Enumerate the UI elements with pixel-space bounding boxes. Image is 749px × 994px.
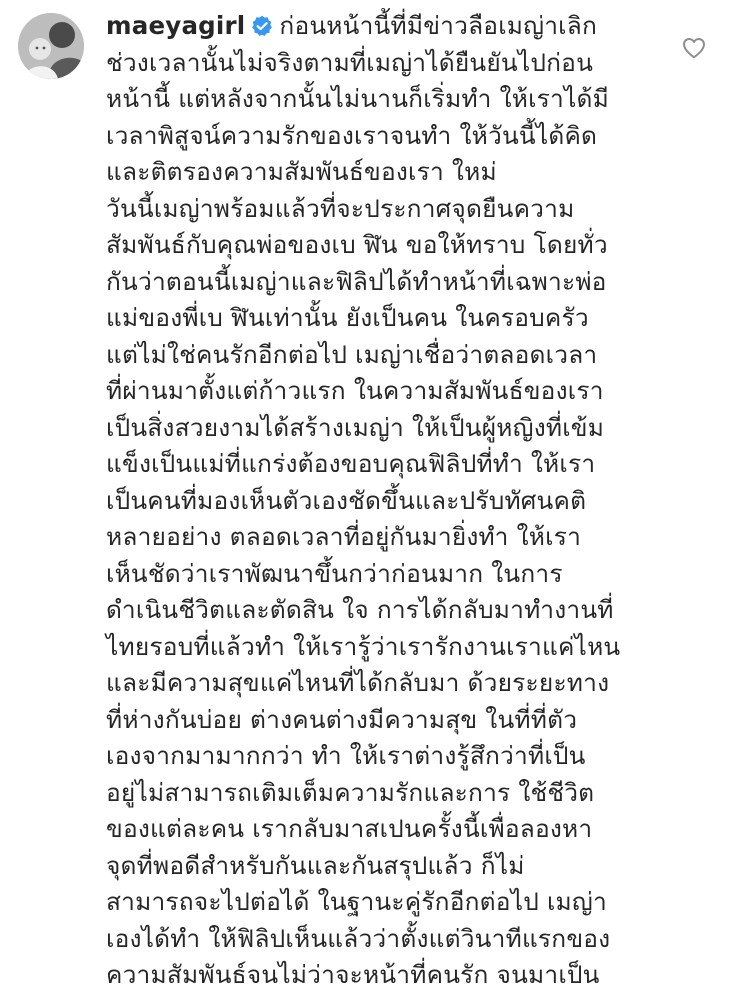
comment-line: และติตรองความสัมพันธ์ของเรา ใหม่ (106, 157, 497, 186)
comment-line: สัมพันธ์กับคุณพ่อของเบ ฬิน ขอให้ทราบ โดยทั่ว (106, 230, 608, 259)
avatar[interactable] (18, 13, 84, 79)
comment-line: และมีความสุขแค่ไหนที่ได้กลับมา ด้วยระยะทาง (106, 668, 610, 697)
comment-line: ไทยรอบที่แล้วทำ ให้เรารู้ว่าเรารักงานเราแค่ไหน (106, 631, 621, 661)
comment-line: หลายอย่าง ตลอดเวลาที่อยู่กันมายิ่งทำ ให้เรา (106, 522, 582, 551)
comment-line-text: ก่อนหน้านี้ที่มีข่าวลือเมญ่าเลิก (279, 11, 597, 40)
comment-line: ที่ห่างกันบ่อย ต่างคนต่างมีความสุข ในที่ที่ตัว (106, 704, 578, 734)
comment-line: เองได้ทำ ให้ฟิลิปเห็นแล้วว่าตั้งแต่วินาทีแรกของ (106, 923, 611, 953)
comment-line: แต่ไม่ใช่คนรักอีกต่อไป เมญ่าเชื่อว่าตลอดเวลา (106, 339, 598, 369)
comment-line: แข็งเป็นแม่ที่แกร่งต้องขอบคุณฟิลิปที่ทำ ให้เรา (106, 449, 596, 478)
comment-line: จุดที่พอดีสำหรับกันและกันสรุปแล้ว ก็ไม่ (106, 850, 525, 880)
comment-line: วันนี้เมญ่าพร้อมแล้วที่จะประกาศจุดยืนความ (106, 193, 575, 223)
username-link[interactable]: maeyagirl (106, 11, 246, 40)
comment-line: ความสัมพันธ์จนไม่ว่าจะหน้าที่คนรัก จนมาเป็น (106, 960, 600, 989)
comment-line: ของแต่ละคน เรากลับมาสเปนครั้งนี้เพื่อลองหา (106, 814, 593, 843)
comment-line: เวลาพิสูจน์ความรักของเราจนทำ ให้วันนี้ได้คิด (106, 120, 598, 150)
comment-line: ที่ผ่านมาตั้งแต่ก้าวแรก ในความสัมพันธ์ของเรา (106, 376, 604, 405)
comment-line: เป็นสิ่งสวยงามได้สร้างเมญ่า ให้เป็นผู้หญิงที่เข้ม (106, 412, 605, 442)
comment-line: อยู่ไม่สามารถเติมเต็มความรักและการ ใช้ชีวิต (106, 777, 595, 807)
comment-line: เป็นคนที่มองเห็นตัวเองชัดขึ้นและปรับทัศนคติ (106, 485, 587, 515)
comment-line: ดำเนินชีวิตและตัดสิน ใจ การได้กลับมาทำงานที่ (106, 595, 614, 624)
comment-line: สามารถจะไปต่อได้ ในฐานะคู่รักอีกต่อไป เมญ่า (106, 887, 607, 916)
comment-body (106, 8, 666, 994)
comment-line: หน้านี้ แต่หลังจากนั้นไม่นานก็เริ่มทำ ให้เราได้มี (106, 84, 609, 113)
verified-badge-icon (251, 15, 273, 37)
heart-outline-icon[interactable] (682, 37, 706, 59)
profile-photo (18, 13, 84, 79)
comment-line (106, 8, 666, 45)
comment-line: แม่ของพี่เบ ฬินเท่านั้น ยังเป็นคน ในครอบครัว (106, 303, 589, 332)
comment-line: เองจากมามากกว่า ทำ ให้เราต่างรู้สึกว่าที่เป็น (106, 741, 586, 770)
comment-line: เห็นชัดว่าเราพัฒนาขึ้นกว่าก่อนมาก ในการ (106, 558, 563, 588)
comment-line: กันว่าตอนนี้เมญ่าและฟิลิปได้ทำหน้าที่เฉพาะพ่อ (106, 266, 607, 296)
comment-line: ช่วงเวลานั้นไม่จริงตามที่เมญ่าได้ยืนยันไปก่อน (106, 47, 594, 77)
